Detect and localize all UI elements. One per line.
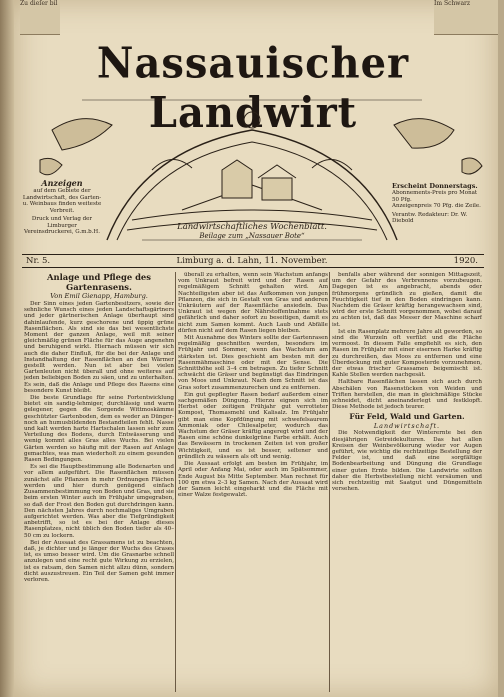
issue-place-date: Limburg a. d. Lahn, 11. November. <box>176 256 328 266</box>
subscription-price: Abonnements-Preis pro Monat 50 Pfg. <box>392 190 478 203</box>
subtitle: Landwirtschaftliches Wochenblatt. <box>177 222 327 232</box>
column-3 <box>332 272 482 692</box>
ads-publisher: Druck und Verlag der Limburger Vereinsdruckerei, G.m.b.H. <box>24 216 100 235</box>
torn-scrap-left: Zu dieſer bil <box>20 0 60 35</box>
column-2 <box>178 272 328 692</box>
editor-credit: Verantw. Redakteur: Dr. W. Diebold <box>392 211 468 224</box>
subscription-box <box>392 182 484 225</box>
subtitle-box <box>172 222 332 241</box>
paragraph: Die beste Grundlage für seine Fortentwicklung bietet ein sandig-lehmiger, durchlässig und warm gelegener, gegen die Sorgende Wittmoskämme geschützter Gartenboden, dem es weder an Dünger- noch an humusbildenden Bestandteilen fehlt. Nasse und kalt werden harte Hartschalen lassen sehr zum Verteilung des Bodens, durch Entwässerung und wenig kommt alles Gras alles Wuchs. Bei vielen Gärten werden so häufig mit der Rasen auf Anlage gemachtes, was man wiederholt zu einem gesunden Rasen Bedingungen. <box>24 395 174 464</box>
supplement-note: Beilage zum „Nassauer Bote“ <box>199 232 305 240</box>
article-headline: Anlage und Pflege des Gartenrasens. <box>47 272 151 292</box>
paragraph: überall zu erhalten, wenn sein Wachstum anfangs vom Unkraut befreit wird und der Rasen auf regelmäßigem Schnitt gehalten wird. Am Nachteiligsten aber ist das Aufkommen von jungen Pflanzen, die sich in Gestalt von Gras und anderen Unkräutern auf der Rasenfläche ansiedeln. Das Unkraut ist wegen der Nährstoffentnahme stets gefährlich und daher sofort zu beseitigen, damit es nicht zum Samen kommt. Auch Laub und Abfälle dürfen nicht auf dem Rasen liegen bleiben. <box>178 272 328 334</box>
paragraph: benfalls aber während der sonnigen Mittagszeit, um der Gefahr des Verbrennens vorzubeugen. Dagegen ist es angebracht, abends oder frühmorgens gründlich zu gießen, damit die Feuchtigkeit tief in den Boden eindringen kann. Nachdem die Gräser kräftig herangewachsen sind, wird der erste Schnitt vorgenommen, wobei darauf zu achten ist, daß das Messer der Maschine scharf ist. <box>332 272 482 328</box>
paragraph: Haltbare Rasenflächen lassen sich auch durch Abschälen von Rasenstücken von Weiden und Triften herstellen, die man in gleichmäßige Stücke schneidet, dicht aneinanderlegt und festklopft. Diese Methode ist jedoch teurer. <box>332 379 482 411</box>
ads-text: auf dem Gebiete der Landwirtschaft, des Garten- u. Weinbaus finden weiteste Verbreit. <box>22 188 102 214</box>
issue-number: Nr. 5. <box>26 256 51 266</box>
page-gutter <box>0 0 14 697</box>
paragraph: Bei der Aussaat des Grassamens ist zu beachten, daß, je dichter und je länger der Wuchs des Grases ist, es umso besser wird. Um die Grasnarbe schnell anzulegen und eine recht gute Wirkung zu erzielen, ist es ratsam, den Samen nicht allzu dünn, sondern dicht auszustreuen. Ein Teil der Samen geht immer verloren. <box>24 539 174 583</box>
paragraph: Die Notwendigkeit der Winterernte bei den diesjährigen Getreidekulturen. Das hat allen Kreisen der Weinbevölkerung wieder vor Augen geführt, wie wichtig die rechtzeitige Bestellung der Felder ist, und daß eine sorgfältige Bodenbearbeitung und Düngung die Grundlage einer guten Ernte bilden. Die Landwirte sollten daher die Herbstbestellung nicht versäumen und sich rechtzeitig mit Saatgut und Düngemitteln versehen. <box>332 430 482 493</box>
section-subheading: Landwirtschaft. <box>373 422 441 431</box>
issue-year: 1920. <box>453 256 478 266</box>
torn-scrap-right: Im Schwarz <box>434 0 498 35</box>
ads-box <box>22 178 102 236</box>
issue-line <box>22 254 484 268</box>
section-heading: Für Feld, Wald und Garten. <box>349 412 465 422</box>
paragraph: Ein gut gepflegter Rasen bedarf außerdem einer sachgemäßen Düngung. Hierzu eignen sich im Herbst oder zeitigen Frühjahr gut verrotteter Kompost, Thomasmehl und Kalisalz. Im Frühjahr gibt man eine Kopfdüngung mit schwefelsaurem Ammoniak oder Chilesalpeter, wodurch das Wachstum der Gräser kräftig angeregt wird und der Rasen eine schöne dunkelgrüne Farbe erhält. Auch das Bewässern in trockenen Zeiten ist von großer Wichtigkeit, und es ist besser, seltener und gründlich zu wässern als oft und wenig. <box>178 391 328 460</box>
column-divider <box>329 272 330 692</box>
column-divider <box>175 272 176 692</box>
paragraph: Die Aussaat erfolgt am besten im Frühjahr, im April oder Anfang Mai, oder auch im Spätsommer, Ende August bis Mitte September. Man rechnet für 100 qm etwa 2–3 kg Samen. Nach der Aussaat wird der Samen leicht eingeharkt und die Fläche mit einer Walze festgewalzt. <box>178 461 328 499</box>
paragraph: Der Sinn eines jeden Gartenbesitzers, sowie der sehnliche Wunsch eines jeden Landschaftsgärtners und jeder gärtnerischen Anlage überhaupt sind dahinlaufende, kurz geschorene und üppig grüne Rasenflächen. Als sind sie das bei wesentlichste Moment der ganzen Anlage, weil mit seiner gleichmäßig grünen Fläche für das Auge angenehm und beruhigend wirkt. Hiernach müssen wir sich auch die daher Einfluß, für die bei der Anlage und Instandhaltung der Rasenflächen an den Wärmer gestellt werden. Nun ist aber bei vielen Gartenleuten nicht überall und ohne weiteres auf jeden beliebigen Boden zu säen, und zu unterhalten. Es sein, daß die Anlage und Pflege des Rasens eine besondere Kunst bleibt. <box>24 301 174 394</box>
ads-title: Anzeigen <box>41 178 83 188</box>
masthead-banner <box>22 90 484 250</box>
masthead-title: Nassauischer Landwirt <box>96 38 410 138</box>
column-1 <box>24 272 174 692</box>
paragraph: Es sei die Hauptbestimmung alle Bodenarten und vor allem aufgeführt. Die Rasenflächen müssen zunächst alle Pflanzen in mehr Ordnungen Flächen werden und hier durch genügend einfach Zusammenbestimmung von Boden und Gras, und sie beim ersten Winter auch im Frühjahr umgegraben, so daß der Frost den Boden gut durchdringen kann. Den nächsten Jahres durch nochmaliges Umgraben aufgerichtet werden. Was aber die Tiefgründigkeit anbetrifft, so ist es bei der Anlage dieses Rasenplatzes, nicht üblich den Boden tiefer als 40–50 cm zu lockern. <box>24 464 174 539</box>
appears-text: Erscheint Donnerstags. <box>392 182 478 190</box>
paragraph: Ist ein Rasenplatz mehrere Jahre alt geworden, so sind die Wurzeln oft verfilzt und die Fläche vermoost. In diesem Falle empfiehlt es sich, den Rasen im Frühjahr mit einer eisernen Harke kräftig zu durchreißen, das Moos zu entfernen und eine Überdeckung mit guter Komposterde vorzunehmen, der etwas frischer Grassamen beigemischt ist. Kahle Stellen werden nachgesät. <box>332 328 482 379</box>
paragraph: Mit Ausnahme des Winters sollte der Gartenrasen regelmäßig geschnitten werden, besonders im Frühjahr und Sommer, wenn das Wachstum am stärksten ist. Dies geschieht am besten mit der Rasenmähmaschine oder mit der Sense. Die Schnitthöhe soll 3–4 cm betragen. Zu tiefer Schnitt schwächt die Gräser und begünstigt das Eindringen von Moos und Unkraut. Nach dem Schnitt ist das Gras sofort zusammenzurechen und zu entfernen. <box>178 335 328 391</box>
article-byline: Von Emil Gienapp, Hamburg. <box>50 292 148 300</box>
ad-price: Anzeigenpreis 70 Pfg. die Zeile. <box>392 203 481 209</box>
